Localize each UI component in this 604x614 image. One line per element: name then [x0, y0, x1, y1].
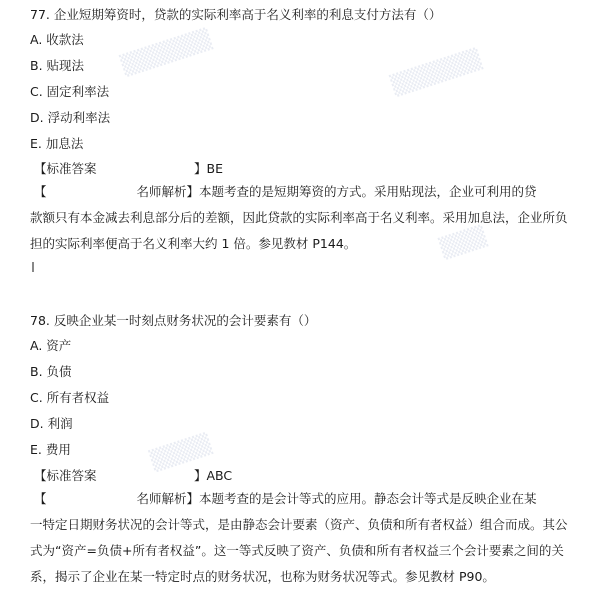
analysis-line: 款额只有本金减去利息部分后的差额，因此贷款的实际利率高于名义利率。采用加息法，企业所负	[30, 210, 568, 225]
answer-value: 】BE	[194, 161, 223, 176]
analysis-label: 名师解析】	[136, 184, 200, 199]
analysis-line: 式为“资产=负债+所有者权益”。这一等式反映了资产、负债和所有者权益三个会计要素之间的关	[30, 543, 564, 558]
watermark: ▒▒▒▒▒▒	[388, 46, 484, 98]
watermark: ▒▒▒	[437, 223, 489, 261]
option-e: E. 费用	[30, 442, 71, 457]
answer-row	[34, 160, 223, 178]
analysis-line: 【 名师解析】本题考查的是短期筹资的方式。采用贴现法，企业可利用的贷	[34, 184, 537, 199]
answer-label: 【标准答案	[34, 468, 97, 483]
option-b: B. 贴现法	[30, 58, 85, 73]
question-78: 78. 反映企业某一时刻点财务状况的会计要素有（）	[30, 313, 317, 328]
answer-row	[34, 467, 232, 485]
analysis-line: 一特定日期财务状况的会计等式，是由静态会计要素（资产、负债和所有者权益）组合而成。其公	[30, 517, 568, 532]
analysis-label: 名师解析】	[136, 491, 200, 506]
option-d: D. 利润	[30, 416, 73, 431]
cursor-marker	[32, 262, 34, 272]
option-b: B. 负债	[30, 364, 72, 379]
analysis-open: 【	[34, 184, 47, 199]
analysis-77	[30, 179, 579, 257]
question-77: 77. 企业短期筹资时，贷款的实际利率高于名义利率的利息支付方法有（）	[30, 7, 442, 22]
analysis-line: 系，揭示了企业在某一特定时点的财务状况，也称为财务状况等式。参见教材 P90。	[30, 569, 495, 584]
option-c: C. 固定利率法	[30, 84, 110, 99]
answer-label: 【标准答案	[34, 161, 97, 176]
analysis-open: 【	[34, 491, 47, 506]
option-a: A. 资产	[30, 338, 72, 353]
analysis-78	[30, 486, 579, 590]
watermark: ▒▒▒▒	[147, 431, 214, 473]
option-d: D. 浮动利率法	[30, 110, 111, 125]
answer-value: 】ABC	[194, 468, 233, 483]
option-a: A. 收款法	[30, 32, 84, 47]
analysis-line: 【 名师解析】本题考查的是会计等式的应用。静态会计等式是反映企业在某	[34, 491, 537, 506]
watermark: ▒▒▒▒▒▒	[118, 26, 214, 78]
option-e: E. 加息法	[30, 136, 84, 151]
option-c: C. 所有者权益	[30, 390, 110, 405]
analysis-line: 担的实际利率便高于名义利率大约 1 倍。参见教材 P144。	[30, 236, 357, 251]
